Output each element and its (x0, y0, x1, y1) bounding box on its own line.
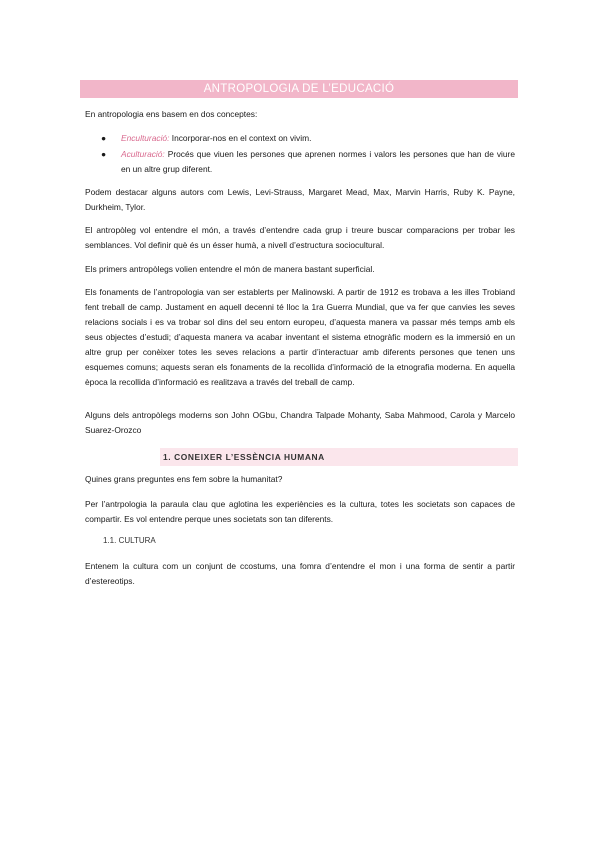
paragraph-culture-definition: Entenem la cultura com un conjunt de ccostums, una fomra d’entendre el mon i una forma de sentir a partir d’estereotips. (85, 561, 515, 586)
paragraph-definition: El antropòleg vol entendre el món, a través d’entendre cada grup i treure buscar comparacions per trobar les semblances. Vol definir què és un ésser humà, a nivell d’estructura sociocultural. (85, 225, 515, 250)
paragraph-early: Els primers antropòlegs volien entendre el món de manera bastant superficial. (85, 264, 375, 274)
paragraph-culture-key: Per l’antrpologia la paraula clau que aglotina les experiències es la cultura, totes les societats son capaces de compartir. Es vol entendre perque unes societats son tan diferents. (85, 499, 515, 524)
term-enculturacio: Enculturació: (121, 133, 170, 143)
bullet-dot-icon: ● (101, 133, 107, 143)
subsection-heading: 1.1. CULTURA (103, 536, 156, 545)
section-question: Quines grans preguntes ens fem sobre la humanitat? (85, 474, 283, 484)
bullet-text: Incorporar-nos en el context on vivim. (171, 133, 312, 143)
bullet-text: Procés que viuen les persones que aprenen normes i valors les persones que han de viure en un altre grup diferent. (121, 149, 515, 174)
paragraph-malinowski: Els fonaments de l’antropologia van ser establerts per Malinowski. A partir de 1912 es trobava a les illes Trobiand fent treball de camp. Justament en aquell decenni té lloc la 1ra Guerra Mundial, que va fer que canvies les seves relacions socials i es va trobar sol dins del seu entorn europeu, d’aquesta manera va passar més temps amb els seus objectes d’estudi; d’aquesta manera va acabar inventant el sistema etnogràfic modern es la immersió en un altre grup per conèixer totes les seves relacions a partir d’interactuar amb diferents persones que tenen uns esquemes comuns; aquests seran els fonaments de la recollida d’informació de la etnografia moderna. En aquella època la recollida d’informació es realitzava a través del treball de camp. (85, 287, 515, 387)
term-aculturacio: Aculturació: (121, 149, 165, 159)
section-heading: 1. CONEIXER L’ESSÈNCIA HUMANA (163, 452, 325, 462)
bullet-dot-icon: ● (101, 149, 107, 159)
paragraph-modern: Alguns dels antropòlegs moderns son John OGbu, Chandra Talpade Mohanty, Saba Mahmood, Carola y Marcelo Suarez-Orozco (85, 410, 515, 435)
document-title: ANTROPOLOGIA DE L’EDUCACIÓ (80, 80, 518, 98)
paragraph-authors: Podem destacar alguns autors com Lewis, Levi-Strauss, Margaret Mead, Max, Marvin Harris, Ruby K. Payne, Durkheim, Tylor. (85, 187, 515, 212)
intro-text: En antropologia ens basem en dos conceptes: (85, 109, 258, 119)
